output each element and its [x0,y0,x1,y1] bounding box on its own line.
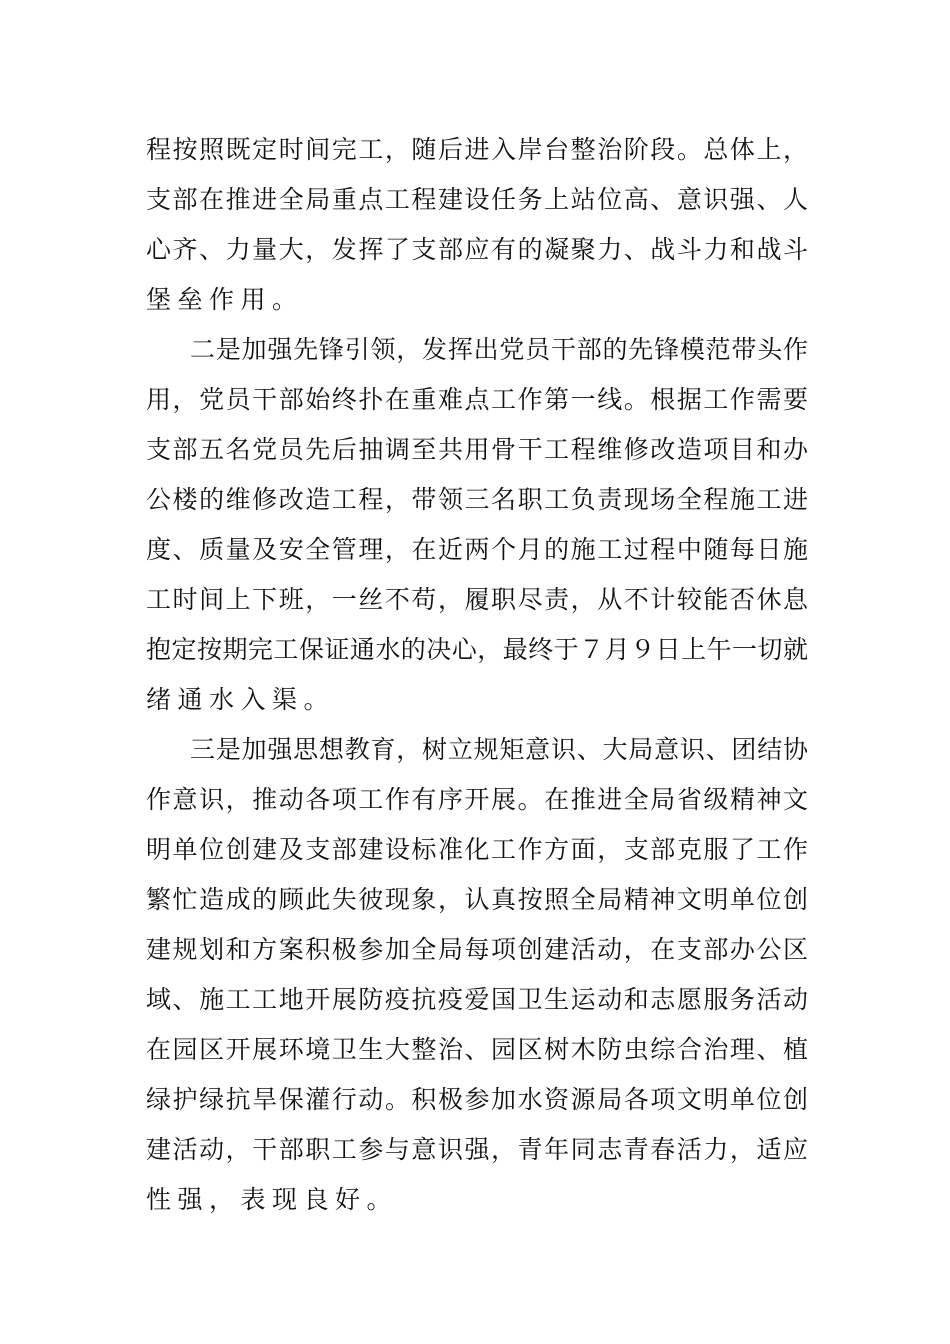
paragraph-1-line-1: 程按照既定时间完工，随后进入岸台整治阶段。总体上， [146,135,808,164]
paragraph-3-line-7: 在园区开展环境卫生大整治、园区树木防虫综合治理、植 [146,1035,808,1064]
paragraph-3-line-8: 绿护绿抗旱保灌行动。积极参加水资源局各项文明单位创 [146,1085,808,1114]
paragraph-1-line-3: 心齐、力量大，发挥了支部应有的凝聚力、战斗力和战斗 [146,235,808,264]
paragraph-2-line-2: 用，党员干部始终扑在重难点工作第一线。根据工作需要 [146,385,808,414]
paragraph-3-line-10: 性强，表现良好。 [146,1185,399,1214]
paragraph-2-line-4: 公楼的维修改造工程，带领三名职工负责现场全程施工进 [146,485,808,514]
paragraph-3-line-4: 繁忙造成的顾此失彼现象，认真按照全局精神文明单位创 [146,885,808,914]
paragraph-2-line-8: 绪通水入渠。 [146,685,336,714]
paragraph-1-line-2: 支部在推进全局重点工程建设任务上站位高、意识强、人 [146,185,808,214]
paragraph-3-line-2: 作意识，推动各项工作有序开展。在推进全局省级精神文 [146,785,808,814]
paragraph-2-line-1: 二是加强先锋引领，发挥出党员干部的先锋模范带头作 [190,335,808,364]
paragraph-2-line-3: 支部五名党员先后抽调至共用骨干工程维修改造项目和办 [146,435,808,464]
paragraph-3-line-9: 建活动，干部职工参与意识强，青年同志青春活力，适应 [146,1135,808,1164]
paragraph-3-line-6: 域、施工工地开展防疫抗疫爱国卫生运动和志愿服务活动 [146,985,808,1014]
paragraph-2-line-7: 抱定按期完工保证通水的决心，最终于７月９日上午一切就 [146,635,808,664]
paragraph-3-line-1: 三是加强思想教育，树立规矩意识、大局意识、团结协 [190,735,808,764]
paragraph-3-line-3: 明单位创建及支部建设标准化工作方面，支部克服了工作 [146,835,808,864]
paragraph-1-line-4: 堡垒作用。 [146,285,304,314]
paragraph-2-line-5: 度、质量及安全管理，在近两个月的施工过程中随每日施 [146,535,808,564]
paragraph-3-line-5: 建规划和方案积极参加全局每项创建活动，在支部办公区 [146,935,808,964]
paragraph-2-line-6: 工时间上下班，一丝不苟，履职尽责，从不计较能否休息 [146,585,808,614]
